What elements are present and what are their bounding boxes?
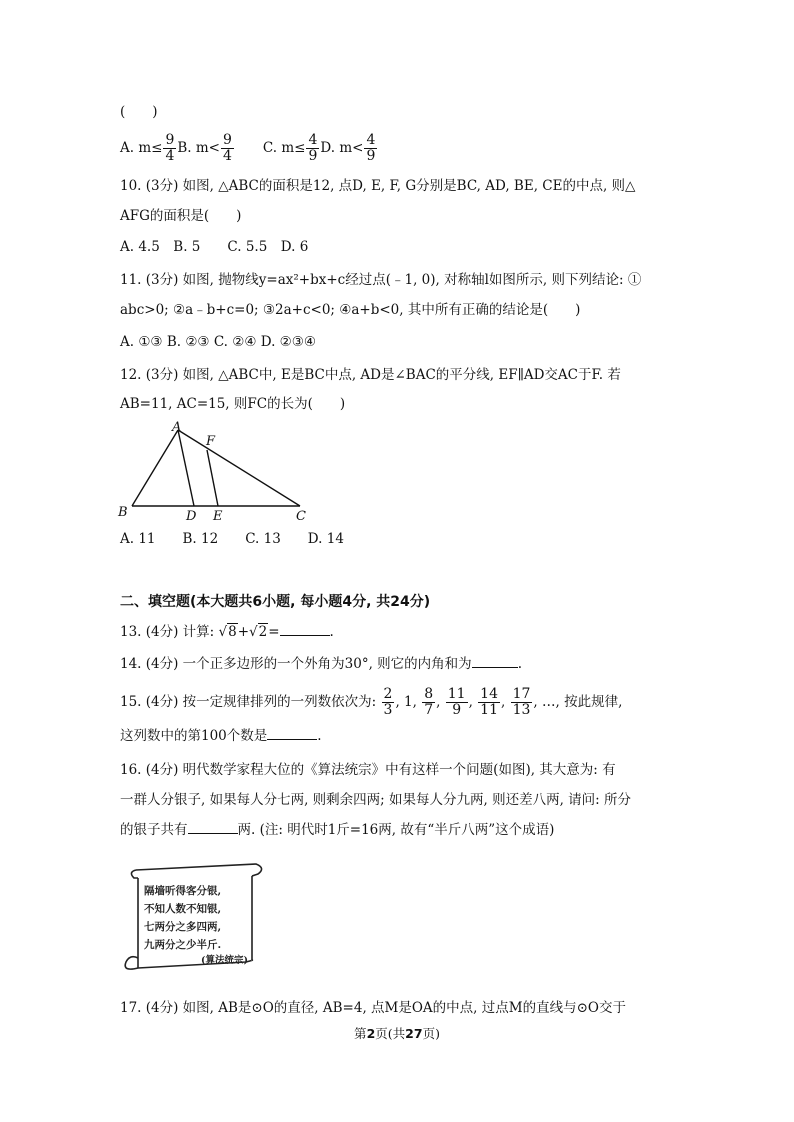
scroll-illustration [118, 856, 268, 980]
segment-ab [132, 430, 178, 506]
equals-sign: = [268, 624, 280, 640]
footer-mid: 页(共 [375, 1026, 406, 1041]
frac-numerator: 2 [383, 686, 393, 702]
frac-denominator: 4 [165, 148, 175, 164]
frac-numerator: 11 [447, 686, 466, 702]
frac-denominator: 11 [480, 702, 498, 718]
label-b: B [118, 505, 128, 520]
q9-option-c: C. m≤ [262, 140, 306, 156]
frac-denominator: 13 [512, 702, 531, 718]
period: . [329, 624, 334, 640]
q13-line [120, 622, 334, 642]
q12-triangle-figure [112, 418, 322, 524]
q9-option-d: D. m< [320, 140, 364, 156]
q9-answer-paren: ( ) [120, 104, 158, 120]
q17-line1: 17. (4分) 如图, AB是⊙O的直径, AB=4, 点M是OA的中点, 过点M的直线与⊙O交于 [120, 1000, 626, 1016]
q14-line [120, 654, 522, 674]
q9-options [120, 130, 378, 166]
comma: , [468, 694, 473, 710]
q11-options: A. ①③ B. ②③ C. ②④ D. ②③④ [120, 334, 316, 350]
period: . [317, 728, 322, 744]
footer-pre: 第 [354, 1026, 367, 1041]
q15-line2 [120, 726, 322, 746]
frac-numerator: 17 [512, 686, 531, 702]
q9-frac-c [306, 133, 319, 164]
footer-post: 页) [422, 1026, 440, 1041]
frac-denominator: 9 [308, 148, 318, 164]
q15-suffix: , …, 按此规律, [533, 694, 623, 710]
frac-denominator: 4 [223, 148, 232, 164]
frac-numerator: 8 [424, 686, 434, 702]
page-total: 27 [405, 1026, 423, 1041]
frac-numerator: 4 [308, 132, 318, 148]
frac-denominator: 3 [383, 702, 393, 718]
segment-ef [207, 450, 218, 506]
sqrt-8: √8 [218, 624, 237, 640]
segment-ac [178, 430, 300, 506]
q12-line1: 12. (3分) 如图, △ABC中, E是BC中点, AD是∠BAC的平分线, EF∥AD交AC于F. 若 [120, 367, 621, 383]
q16-line3-prefix: 的银子共有 [120, 822, 188, 838]
scroll-line-4: 九两分之少半斤. [144, 939, 222, 951]
sqrt-2: √2 [249, 624, 268, 640]
answer-blank[interactable] [472, 655, 518, 668]
q15-line1 [120, 684, 622, 720]
label-d: D [186, 509, 197, 524]
page-footer [0, 1024, 794, 1042]
label-f: F [206, 434, 216, 449]
q9-frac-b [221, 133, 234, 164]
q15-frac-1 [382, 687, 395, 718]
q9-frac-d [364, 133, 377, 164]
page-number: 2 [366, 1026, 376, 1041]
comma: , [395, 694, 400, 710]
scroll-line-1: 隔墙听得客分银, [144, 885, 222, 897]
frac-denominator: 7 [424, 702, 434, 718]
q15-frac-2 [422, 687, 435, 718]
q15-frac-5 [511, 687, 533, 718]
comma: , [500, 694, 506, 710]
frac-numerator: 9 [165, 132, 175, 148]
q15-term-1: 1 [404, 694, 413, 710]
frac-numerator: 14 [480, 686, 498, 702]
radicand: 2 [258, 624, 268, 640]
section-heading: 二、填空题(本大题共6小题, 每小题4分, 共24分) [120, 594, 431, 610]
q16-line3-suffix: 两. (注: 明代时1斤=16两, 故有“半斤八两”这个成语) [237, 822, 555, 838]
frac-numerator: 4 [366, 132, 376, 148]
q9-option-a: A. m≤ [120, 140, 163, 156]
scroll-line-3: 七两分之多四两, [144, 921, 222, 933]
period: . [517, 656, 522, 672]
plus-sign: + [237, 624, 250, 640]
comma: , [436, 694, 441, 710]
q11-line1: 11. (3分) 如图, 抛物线y=ax²+bx+c经过点(﹣1, 0), 对称轴l如图所示, 则下列结论: ① [120, 272, 642, 288]
q15-line2-text: 这列数中的第100个数是 [120, 728, 268, 744]
q13-prefix: 13. (4分) 计算: [120, 624, 219, 640]
segment-ad [178, 430, 194, 506]
q16-line3 [120, 820, 554, 840]
answer-blank[interactable] [267, 727, 317, 740]
q10-line1: 10. (3分) 如图, △ABC的面积是12, 点D, E, F, G分别是BC, AD, BE, CE的中点, 则△ [120, 178, 636, 194]
q16-line1: 16. (4分) 明代数学家程大位的《算法统宗》中有这样一个问题(如图), 其大意为: 有 [120, 762, 616, 778]
comma: , [412, 694, 417, 710]
q15-frac-3 [446, 687, 468, 718]
q12-options: A. 11 B. 12 C. 13 D. 14 [120, 531, 344, 547]
radicand: 8 [228, 624, 237, 640]
q15-frac-4 [478, 687, 500, 718]
scroll-line-2: 不知人数不知银, [144, 903, 222, 915]
frac-denominator: 9 [452, 702, 462, 718]
label-c: C [296, 509, 306, 524]
answer-blank[interactable] [280, 623, 330, 636]
answer-blank[interactable] [188, 821, 238, 834]
label-a: A [172, 420, 182, 435]
q9-frac-a [163, 133, 176, 164]
q15-prefix: 15. (4分) 按一定规律排列的一列数依次为: [120, 694, 381, 710]
scroll-source: (算法统宗) [201, 955, 248, 966]
label-e: E [213, 509, 223, 524]
q14-text: 14. (4分) 一个正多边形的一个外角为30°, 则它的内角和为 [120, 656, 472, 672]
q11-line2: abc>0; ②a﹣b+c=0; ③2a+c<0; ④a+b<0, 其中所有正确的结论是( ) [120, 302, 581, 318]
q10-options: A. 4.5 B. 5 C. 5.5 D. 6 [120, 239, 309, 255]
q16-line2: 一群人分银子, 如果每人分七两, 则剩余四两; 如果每人分九两, 则还差八两, 请问: 所分 [120, 792, 632, 808]
q12-line2: AB=11, AC=15, 则FC的长为( ) [120, 396, 346, 412]
q9-option-b: B. m< [177, 140, 220, 156]
frac-numerator: 9 [223, 132, 232, 148]
q10-line2: AFG的面积是( ) [120, 208, 242, 224]
frac-denominator: 9 [366, 148, 376, 164]
